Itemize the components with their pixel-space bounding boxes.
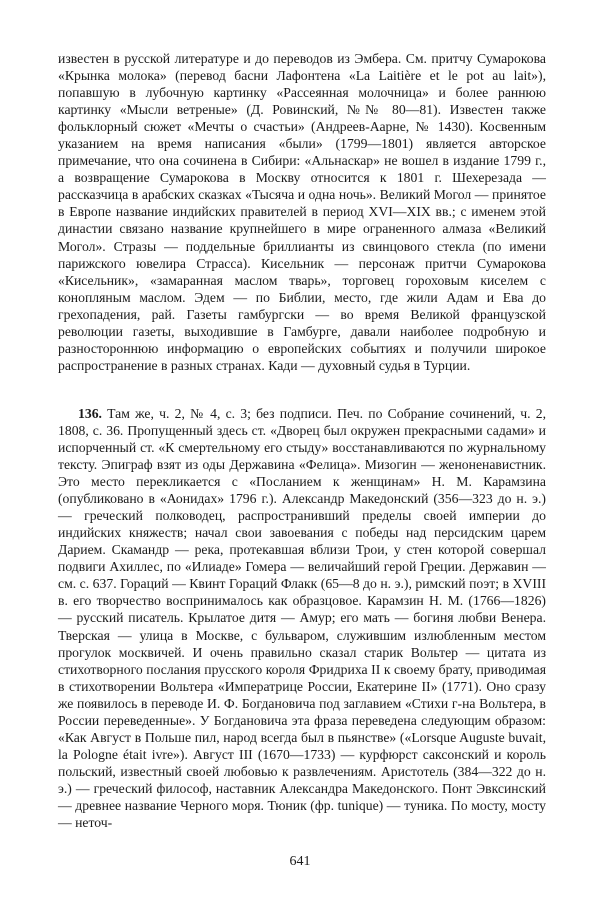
note-135-continuation: известен в русской литературе и до переводов из Эмбера. См. притчу Сумарокова «Крынка молока» (перевод басни Лафонтена «La Laitière et le pot au lait»), попавшую в лубочную картинку «Рассеянная молочница» и более раннюю картинку «Мысли ветреные» (Д. Ровинский, №№ 80—81). Известен также фольклорный сюжет «Мечты о счастьи» (Андреев-Аарне, № 1430). Косвенным указанием на время написания «были» (1799—1801) является авторское примечание, что она сочинена в Сибири: «Альнаскар» не вошел в издание 1799 г., а возвращение Сумарокова в Москву относится к 1801 г. Шехерезада — рассказчица в арабских сказках «Тысяча и одна ночь». Великий Могол — принятое в Европе название индийских правителей в период XVI—XIX вв.; с именем этой династии связано название крупнейшего в мире ограненного алмаза «Великий Могол». Стразы — поддельные бриллианты из свинцового стекла (по имени парижского ювелира Страсса). Кисельник — персонаж притчи Сумарокова «Кисельник», «замаранная маслом тварь», торговец гороховым киселем с конопляным маслом. Эдем — по Библии, место, где жили Адам и Ева до грехопадения, рай. Газеты гамбургски — во время Великой французской революции газеты, выходившие в Гамбурге, давали наиболее подробную и разностороннюю информацию о европейских событиях и получили широкое распространение в разных странах. Кади — духовный судья в Турции. bbox=[58, 51, 546, 373]
note-136 bbox=[58, 405, 546, 831]
note-136-number: 136. bbox=[78, 405, 102, 421]
page-number: 641 bbox=[289, 854, 311, 869]
page-body bbox=[58, 50, 546, 831]
note-136-text: Там же, ч. 2, № 4, с. 3; без подписи. Печ. по Собрание сочинений, ч. 2, 1808, с. 36. Пропущенный здесь ст. «Дворец был окружен прекрасными садами» и испорченный ст. «К смертельному его стыду» восстанавливаются по журнальному тексту. Эпиграф взят из оды Державина «Фелица». Мизогин — женоненавистник. Это место перекликается с «Посланием к женщинам» Н. М. Карамзина (опубликовано в «Аонидах» 1796 г.). Александр Македонский (356—323 до н. э.) — греческий полководец, распространивший пределы своей империи до индийских княжеств; начал свои завоевания с победы над персидским царем Дарием. Скамандр — река, протекавшая вблизи Трои, у стен которой совершал подвиги Ахиллес, по «Илиаде» Гомера — величайший герой Греции. Державин — см. с. 637. Гораций — Квинт Гораций Флакк (65—8 до н. э.), римский поэт; в XVIII в. его творчество воспринималось как образцовое. Карамзин Н. М. (1766—1826) — русский писатель. Крылатое дитя — Амур; его мать — богиня любви Венера. Тверская — улица в Москве, с бульваром, служившим излюбленным местом прогулок москвичей. И очень правильно сказал старик Вольтер — цитата из стихотворного послания прусского короля Фридриха II к своему брату, приводимая в стихотворении Вольтера «Императрице России, Екатерине II» (1771). Оно сразу же появилось в переводе И. Ф. Богдановича под заглавием «Стихи г-на Вольтера, в России переведенные». У Богдановича эта фраза переведена следующим образом: «Как Август в Польше пил, народ всегда был в пьянстве» («Lorsque Auguste buvait, la Pologne était ivre»). Август III (1670—1733) — курфюрст саксонский и король польский, известный своей любовью к развлечениям. Аристотель (384—322 до н. э.) — греческий философ, наставник Александра Македонского. Понт Эвксинский — древнее название Черного моря. Тюник (фр. tunique) — туника. По мосту, мосту — неточ- bbox=[58, 405, 546, 831]
